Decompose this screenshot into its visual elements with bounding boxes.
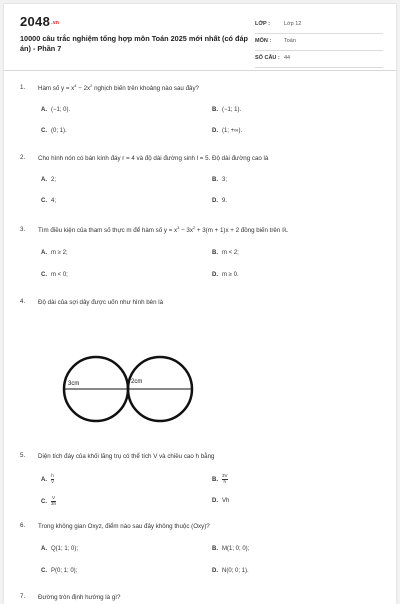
option-text: Q(1; 1; 0);: [51, 546, 79, 552]
option-c[interactable]: [41, 198, 56, 204]
option-text: m ≥ 0.: [222, 272, 239, 278]
question-4: [20, 298, 382, 318]
question-text-part: + 3(m + 1)x + 2 đồng biến trên ℝ.: [195, 227, 289, 234]
fraction: [222, 474, 228, 484]
option-letter: B.: [212, 107, 218, 113]
option-text: 4;: [51, 198, 57, 204]
option-a[interactable]: [41, 474, 54, 484]
option-c[interactable]: [41, 128, 67, 134]
label-right: 2cm: [131, 379, 143, 385]
two-circles-figure: [54, 344, 204, 434]
option-a[interactable]: [41, 107, 70, 113]
option-text: (0; 1).: [51, 128, 67, 134]
option-letter: D.: [212, 498, 218, 504]
question-text: [38, 84, 382, 93]
site-logo[interactable]: [20, 14, 59, 29]
option-letter: D.: [212, 128, 218, 134]
option-text: N(0; 0; 1).: [222, 568, 249, 574]
meta-key: SỐ CÂU :: [255, 55, 280, 61]
logo-text: 2048: [20, 14, 51, 29]
option-letter: B.: [212, 177, 218, 183]
option-text: m < 0;: [51, 272, 68, 278]
option-c[interactable]: [41, 568, 77, 574]
option-letter: C.: [41, 568, 47, 574]
option-d[interactable]: [212, 128, 242, 134]
question-text-part: Hàm số y = x: [38, 85, 75, 92]
question-text: Độ dài của sợi dây được uốn như hình bên là: [38, 299, 164, 306]
question-1: [20, 84, 382, 140]
question-text-part: nghịch biến trên khoảng nào sau đây?: [92, 85, 199, 92]
meta-row-count: [255, 51, 383, 68]
option-text: 2;: [51, 177, 57, 183]
option-letter: D.: [212, 198, 218, 204]
question-text: Diện tích đáy của khối lăng trụ có thể tích V và chiều cao h bằng: [38, 453, 215, 460]
meta-value: Toán: [284, 38, 296, 44]
question-text-part: Tìm điều kiện của tham số thực m để hàm số y = x: [38, 227, 178, 234]
exponent: 4: [74, 82, 77, 88]
option-letter: A.: [41, 546, 47, 552]
question-text: Cho hình nón có bán kính đáy r = 4 và độ dài đường sinh l = 5. Độ dài đường cao là: [38, 155, 269, 162]
fraction-numerator: h: [51, 473, 54, 478]
option-text: m < 2;: [222, 250, 239, 256]
fraction-denominator: h: [223, 478, 227, 484]
question-number: 3.: [20, 226, 26, 233]
meta-key: MÔN :: [255, 38, 272, 44]
option-text: 3;: [222, 177, 228, 183]
option-d[interactable]: [212, 198, 227, 204]
question-7: [20, 593, 382, 603]
option-letter: B.: [212, 476, 218, 483]
option-text: (−1; 1).: [222, 107, 242, 113]
option-a[interactable]: [41, 250, 68, 256]
option-b[interactable]: [212, 546, 249, 552]
question-3: [20, 226, 382, 282]
option-text: P(0; 1; 0);: [51, 568, 78, 574]
option-text: M(1; 0; 0);: [222, 546, 250, 552]
meta-row-subject: [255, 34, 383, 51]
question-text: Trong không gian Oxyz, điểm nào sau đây không thuộc (Oxy)?: [38, 523, 210, 530]
option-b[interactable]: [212, 474, 228, 484]
fraction-numerator: V: [52, 495, 56, 500]
option-letter: C.: [41, 128, 47, 134]
question-number: 4.: [20, 298, 26, 305]
option-text: m ≥ 2;: [51, 250, 68, 256]
question-number: 7.: [20, 593, 26, 600]
fraction: [51, 496, 56, 506]
option-b[interactable]: [212, 107, 241, 113]
option-a[interactable]: [41, 546, 78, 552]
option-text: 9.: [222, 198, 228, 204]
fraction: [51, 474, 54, 484]
question-4-figure: [54, 344, 204, 439]
option-letter: A.: [41, 250, 47, 256]
question-number: 6.: [20, 522, 26, 529]
fraction-numerator: 3V: [222, 473, 228, 478]
question-text-part: − 2x: [76, 85, 91, 92]
option-text: (1; +∞).: [222, 128, 243, 134]
option-letter: D.: [212, 568, 218, 574]
option-letter: A.: [41, 177, 47, 183]
option-letter: C.: [41, 272, 47, 278]
meta-key: LỚP :: [255, 21, 270, 27]
option-letter: C.: [41, 198, 47, 204]
option-d[interactable]: [212, 498, 229, 504]
question-number: 2.: [20, 154, 26, 161]
question-text: Đường tròn định hướng là gì?: [38, 594, 121, 601]
option-c[interactable]: [41, 272, 68, 278]
fraction-denominator: 3h: [51, 500, 57, 506]
option-letter: B.: [212, 546, 218, 552]
logo-suffix: .vn: [51, 19, 60, 26]
question-2: [20, 154, 382, 210]
option-b[interactable]: [212, 250, 239, 256]
option-letter: B.: [212, 250, 218, 256]
exponent: 2: [90, 82, 93, 88]
label-left: 3cm: [68, 381, 80, 387]
fraction-denominator: V: [51, 478, 55, 484]
exponent: 2: [192, 224, 196, 230]
option-d[interactable]: [212, 568, 249, 574]
option-text: (−1; 0).: [51, 107, 71, 113]
option-b[interactable]: [212, 177, 227, 183]
option-letter: A.: [41, 476, 47, 483]
question-text: [38, 226, 382, 235]
option-a[interactable]: [41, 177, 56, 183]
option-d[interactable]: [212, 272, 239, 278]
meta-table: [255, 17, 383, 68]
meta-row-class: [255, 17, 383, 34]
question-6: [20, 522, 382, 578]
question-text-part: − 3x: [179, 227, 193, 234]
document-title: 10000 câu trắc nghiệm tổng hợp môn Toán 2025 mới nhất (có đáp án) - Phần 7: [20, 34, 248, 53]
question-number: 1.: [20, 84, 26, 91]
option-text: Vh: [222, 498, 230, 504]
option-letter: C.: [41, 498, 47, 505]
option-c[interactable]: [41, 496, 56, 506]
option-letter: D.: [212, 272, 218, 278]
question-5: [20, 452, 382, 512]
option-letter: A.: [41, 107, 47, 113]
document-header: [4, 4, 396, 71]
meta-value: 44: [284, 55, 291, 61]
meta-value: Lớp 12: [284, 21, 302, 27]
document-page: [4, 4, 396, 604]
exponent: 3: [177, 224, 180, 230]
question-number: 5.: [20, 452, 26, 459]
